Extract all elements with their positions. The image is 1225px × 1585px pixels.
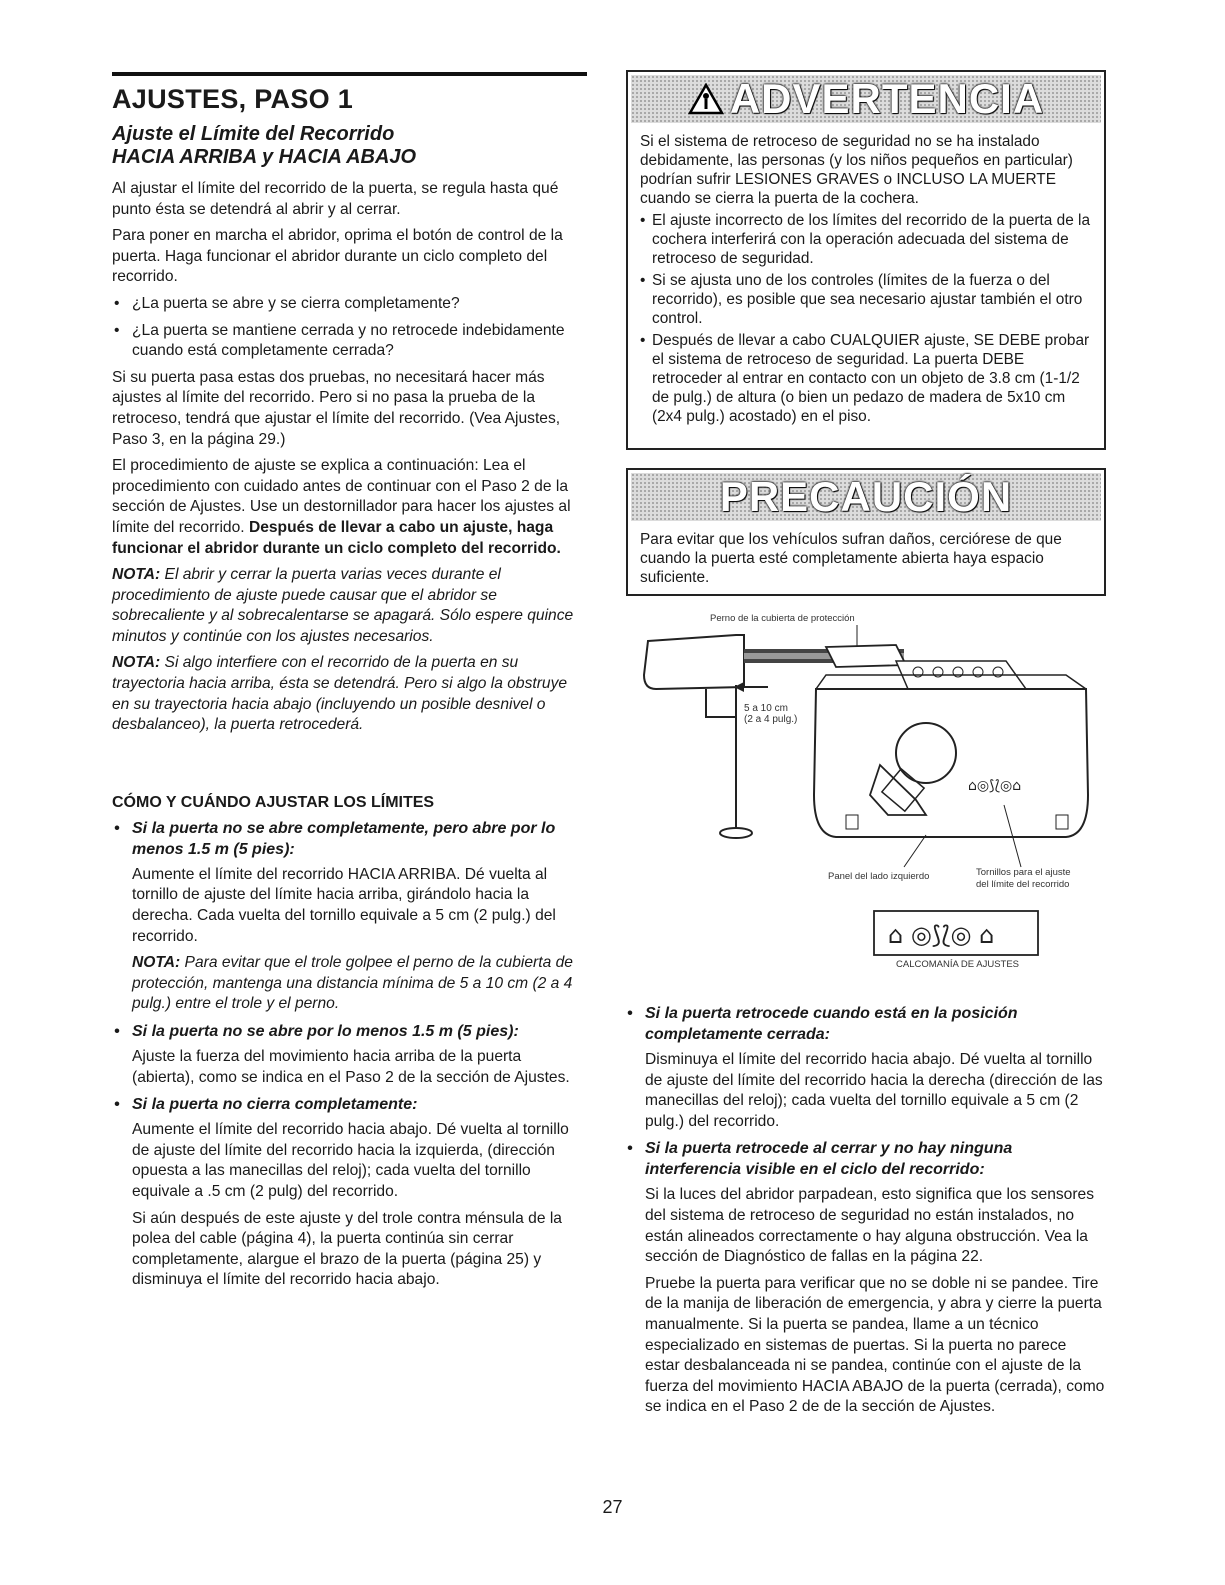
warning-triangle-icon: [688, 83, 724, 115]
case-4-text: Disminuya el límite del recorrido hacia abajo. Dé vuelta al tornillo de ajuste del límite del recorrido hacia la derecha (dirección de las manecillas del reloj); cada vuelta del tornillo equivale a 5 cm (2 pulg.) del recorrido.: [645, 1051, 1103, 1130]
case-1-text: Aumente el límite del recorrido HACIA ARRIBA. Dé vuelta al tornillo de ajuste del límite hacia arriba, girándolo hacia la derecha. Cada vuelta del tornillo equivale a 5 cm (2 pulg.) del recorrido.: [132, 865, 556, 945]
intro-paragraph: Al ajustar el límite del recorrido de la puerta, se regula hasta qué punto ésta se detendrá al abrir y al cerrar.: [112, 180, 559, 218]
bolt-label: Perno de la cubierta de protección: [710, 613, 855, 624]
heading-rule: [112, 72, 587, 76]
case-2-text: Ajuste la fuerza del movimiento hacia arriba de la puerta (abierta), como se indica en el Paso 2 de la sección de Ajustes.: [132, 1048, 570, 1086]
case-2-heading: • Si la puerta no se abre por lo menos 1.5 m (5 pies):: [112, 1021, 587, 1042]
case-5-text-2: Pruebe la puerta para verificar que no se doble ni se pandee. Tire de la manija de liberación de emergencia, y abra y cierre la puerta manualmente. Si la puerta se pandea, llame a un técnico especializado en sistemas de puertas. Si la puerta no parece estar desbalanceada ni se pandea, continúe con el ajuste de la fuerza del movimiento HACIA ABAJO de la puerta (cerrada), como se indica en el Paso 2 de de la sección de Ajustes.: [645, 1274, 1105, 1416]
warning-text: [628, 126, 1104, 437]
adjustment-decal-icons: ⌂ ◎⟆⟅◎ ⌂: [888, 921, 995, 949]
right-column-text: [625, 1003, 1105, 1424]
decal-label: CALCOMANÍA DE AJUSTES: [896, 959, 1020, 970]
case-1-heading: • Si la puerta no se abre completamente, pero abre por lo menos 1.5 m (5 pies):: [112, 818, 587, 860]
caution-text: Para evitar que los vehículos sufran daños, cerciórese de que cuando la puerta esté completamente abierta haya espacio suficiente.: [640, 531, 1062, 586]
caution-banner: [631, 473, 1101, 521]
screws-label-line1: Tornillos para el ajuste: [976, 867, 1071, 878]
check-bullet-1: • ¿La puerta se abre y se cierra completamente?: [112, 294, 587, 315]
distance-label: [744, 703, 797, 725]
caution-box: [626, 468, 1106, 596]
case-1-note-text: Para evitar que el trole golpee el perno de la cubierta de protección, mantenga una distancia mínima de 5 a 10 cm (2 a 4 pulg.) entre el trole y el perno.: [132, 954, 573, 1013]
case-3-text: Aumente el límite del recorrido hacia abajo. Dé vuelta al tornillo de ajuste del límite del recorrido hacia la izquierda, (dirección opuesta a las manecillas del reloj); cada vuelta del tornillo equivale a .5 cm (2 pulg) del recorrido.: [132, 1121, 569, 1200]
subtitle-line1: Ajuste el Límite del Recorrido: [112, 123, 395, 145]
warning-bullet-1: • El ajuste incorrecto de los límites del recorrido de la puerta de la cochera interferirá con la operación adecuada del sistema de retroceso de seguridad.: [640, 211, 1094, 268]
warning-title: ADVERTENCIA: [729, 75, 1045, 122]
note-label: NOTA:: [112, 654, 161, 672]
warning-bullet-2: • Si se ajusta uno de los controles (límites de la fuerza o del recorrido), es posible que sea necesario ajustar también el otro control.: [640, 271, 1094, 328]
procedure-paragraph: [112, 456, 587, 559]
procedure-text: El procedimiento de ajuste se explica a continuación: Lea el procedimiento con cuidado antes de continuar con el Paso 2 de la sección de Ajustes. Use un destornillador para hacer los ajustes al límite del recorrido.: [112, 457, 571, 536]
caution-title: PRECAUCIÓN: [719, 473, 1013, 520]
warning-intro: Si el sistema de retroceso de seguridad no se ha instalado debidamente, las personas (y los niños pequeños en particular) podrían sufrir LESIONES GRAVES o INCLUSO LA MUERTE cuando se cierra la puerta de la cochera.: [640, 133, 1073, 207]
warning-bullet-3: • Después de llevar a cabo CUALQUIER ajuste, SE DEBE probar el sistema de retroceso de seguridad. La puerta DEBE retroceder al entrar en contacto con un objeto de 3.8 cm (1-1/2 de pulg.) de altura (o bien un pedazo de madera de 5x10 cm (2x4 pulg.) acostado) en el piso.: [640, 331, 1094, 426]
how-when-heading: CÓMO Y CUÁNDO AJUSTAR LOS LÍMITES: [112, 793, 435, 811]
opener-figure: [626, 605, 1106, 990]
start-paragraph: Para poner en marcha el abridor, oprima el botón de control de la puerta. Haga funcionar el abridor durante un ciclo completo del recorrido.: [112, 227, 563, 286]
warning-banner: [631, 75, 1101, 123]
note-1-text: El abrir y cerrar la puerta varias veces durante el procedimiento de ajuste puede causar que el abridor se sobrecaliente y al sobrecalentarse se apagará. Sólo espere quince minutos y continúe con los ajustes necesarios.: [112, 566, 574, 645]
note-label: NOTA:: [112, 566, 161, 584]
case-5-text-1: Si la luces del abridor parpadean, esto significa que los sensores del sistema de retroceso de seguridad no están instalados, no están alineados correctamente o hay alguna obstrucción. Vea la sección de Diagnóstico de fallas en la página 22.: [645, 1186, 1095, 1266]
case-4-heading: • Si la puerta retrocede cuando está en la posición completamente cerrada:: [625, 1003, 1105, 1045]
note-1: [112, 565, 587, 647]
screws-label: [976, 867, 1071, 891]
distance-label-in: (2 a 4 pulg.): [744, 714, 798, 725]
opener-diagram: [626, 605, 1106, 990]
left-column: [112, 72, 587, 1297]
note-2: [112, 653, 587, 735]
page-number: 27: [602, 1497, 623, 1517]
warning-box: [626, 70, 1106, 450]
case-5-heading: • Si la puerta retrocede al cerrar y no hay ninguna interferencia visible en el ciclo del recorrido:: [625, 1138, 1105, 1180]
note-2-text: Si algo interfiere con el recorrido de la puerta en su trayectoria hacia arriba, ésta se detendrá. Pero si algo la obstruye en su trayectoria hacia abajo (incluyendo un posible desnivel o desbalanceo), la puerta retrocederá.: [112, 654, 568, 734]
svg-text:⌂◎⟆⟅◎⌂: ⌂◎⟆⟅◎⌂: [968, 778, 1022, 794]
section-subtitle: [112, 123, 587, 169]
page-title: AJUSTES, PASO 1: [112, 84, 354, 114]
tests-paragraph: Si su puerta pasa estas dos pruebas, no necesitará hacer más ajustes al límite del recorrido. Pero si no pasa la prueba de la retroceso, tendrá que ajustar el límite del recorrido. (Vea Ajustes, Paso 3, en la página 29.): [112, 368, 561, 448]
subtitle-line2: HACIA ARRIBA y HACIA ABAJO: [112, 146, 417, 168]
case-1-note: [112, 953, 587, 1015]
case-3-heading: • Si la puerta no cierra completamente:: [112, 1094, 587, 1115]
procedure-emphasis: Después de llevar a cabo un ajuste, haga funcionar el abridor durante un ciclo completo del recorrido.: [112, 518, 561, 557]
check-bullet-2: • ¿La puerta se mantiene cerrada y no retrocede indebidamente cuando está completamente cerrada?: [112, 321, 587, 362]
panel-label: Panel del lado izquierdo: [828, 871, 930, 882]
screws-label-line2: del límite del recorrido: [976, 879, 1070, 890]
note-label: NOTA:: [132, 954, 181, 972]
distance-label-cm: 5 a 10 cm: [744, 703, 788, 714]
case-3-text-2: Si aún después de este ajuste y del trole contra ménsula de la polea del cable (página 4), la puerta continúa sin cerrar completamente, alargue el brazo de la puerta (página 25) y disminuya el límite del recorrido hacia abajo.: [132, 1209, 562, 1289]
